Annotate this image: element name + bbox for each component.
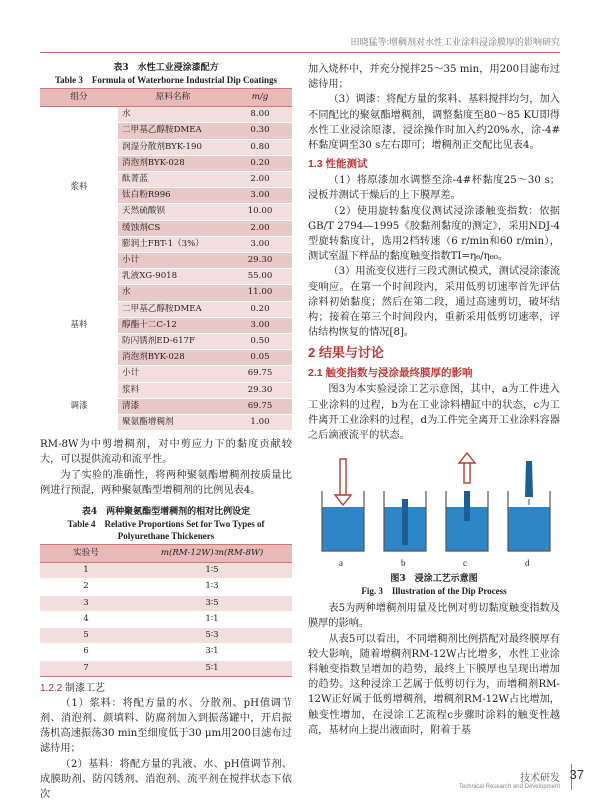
- table3-header-item: 原料名称: [118, 89, 228, 107]
- table4-ratio-cell: 5∶3: [132, 628, 292, 644]
- table3-value-cell: 0.20: [228, 301, 292, 317]
- table4-row: [40, 563, 292, 579]
- table4-id-cell: 1: [40, 563, 132, 579]
- section-2-1-title: 触变指数与浸涂最终膜厚的影响: [325, 367, 473, 380]
- journal-name-en: Technical Research and Development: [458, 784, 560, 790]
- table3-item-cell: 二甲基乙醇胺DMEA: [118, 301, 228, 317]
- header-rule: [40, 52, 560, 53]
- table3-row: [40, 107, 292, 123]
- table4-ratio-cell: 3∶5: [132, 595, 292, 611]
- table3-row: [40, 382, 292, 398]
- table3-item-cell: 消泡剂BYK-028: [118, 155, 228, 171]
- table3-item-cell: 消泡剂BYK-028: [118, 350, 228, 366]
- table3-value-cell: 2.00: [228, 220, 292, 236]
- beaker-b: [384, 491, 426, 551]
- table3-item-cell: 润湿分散剂BYK-190: [118, 139, 228, 155]
- page-number: 37: [569, 767, 584, 782]
- table4-row: [40, 579, 292, 595]
- table4-proportions: [40, 544, 292, 677]
- workpiece-d: [525, 461, 533, 497]
- table4-id-cell: 7: [40, 660, 132, 676]
- table4-ratio-cell: 1∶1: [132, 611, 292, 627]
- table4-header-id: 实验号: [40, 545, 132, 563]
- beaker-d: [508, 461, 550, 551]
- table4-body: [40, 563, 292, 676]
- table3-item-cell: 乳液XG-9018: [118, 269, 228, 285]
- section-1-3-title: 性能测试: [325, 158, 368, 171]
- table4-caption-en-line2: Polyurethane Thickeners: [117, 531, 215, 542]
- table4-row: [40, 660, 292, 676]
- table4-row: [40, 611, 292, 627]
- table3-item-cell: 浆料: [118, 382, 228, 398]
- figure3-intro-paragraph: 图3为本实验浸涂工艺示意图，其中，a为工件进入工业涂料的过程，b为在工业涂料槽缸中的状态，c为工件离开工业涂料的过程，d为工件完全离开工业涂料容器之后滴液流平的状态。: [308, 384, 560, 442]
- running-header: 田晓猛等:增稠剂对水性工业涂料浸涂膜厚的影响研究: [350, 37, 560, 47]
- beaker-a: [322, 459, 364, 551]
- table3-item-cell: 酞菁蓝: [118, 172, 228, 188]
- table3-group-cell: 调漆: [40, 382, 118, 431]
- section-1-2-2-number: 1.2.2: [40, 682, 63, 694]
- arrow-a-shaft: [340, 459, 346, 497]
- figure3-caption-en: Fig. 3 Illustration of the Dip Process: [361, 586, 507, 597]
- table3-item-cell: 水: [118, 107, 228, 123]
- workpiece-b: [402, 499, 408, 545]
- table3-group-cell: 基料: [40, 269, 118, 382]
- table3-value-cell: 69.75: [228, 366, 292, 382]
- table3-value-cell: 2.00: [228, 172, 292, 188]
- test-paragraph-3: （3）用流变仪进行三段式测试模式，测试浸涂漆流变响应。在第一个时间段内，采用低剪切速率首先评估涂料初始黏度；然后在第二段，通过高速剪切，破坏结构；接着在第三个时间段内，重新采用低剪切速率，评估结构恢复的情况[8]。: [308, 266, 560, 339]
- section-2-heading: [308, 344, 560, 362]
- table3-caption-en: Table 3 Formula of Waterborne Industrial Dip Coatings: [54, 75, 278, 85]
- table4-caption-en-line1: Table 4 Relative Proportions Set for Two Types of: [67, 519, 265, 530]
- table3-value-cell: 10.00: [228, 204, 292, 220]
- table4-row: [40, 644, 292, 660]
- table4-id-cell: 6: [40, 644, 132, 660]
- left-paragraph-2: 为了实验的准确性，将两种聚氨酯增稠剂按质量比例进行预混，两种聚氨酯型增稠剂的比例见表4。: [40, 469, 292, 496]
- liquid-a: [322, 507, 364, 551]
- section-2-1-heading: [308, 365, 560, 381]
- table3-value-cell: 3.00: [228, 236, 292, 252]
- table4-caption-cn: 表4 两种聚氨酯型增稠剂的相对比例设定: [81, 507, 251, 518]
- figure3-label-c: c: [463, 558, 467, 569]
- table4-header-ratio: m(RM-12W)∶m(RM-8W): [132, 545, 292, 563]
- section-1-3-heading: [308, 156, 560, 172]
- table3-item-cell: 小计: [118, 366, 228, 382]
- section-2-number: 2: [308, 345, 316, 361]
- table5-discussion-paragraph: 从表5可以看出，不同增稠剂比例搭配对最终膜厚有较大影响，随着增稠剂RM-12W占比增多，水性工业涂料触变指数呈增加的趋势，最终上下膜厚也呈现出增加的趋势。这种浸涂工艺属于低剪切行为，而增稠剂RM-12W正好属于低剪增稠剂，增稠剂RM-12W占比增加，触变性增加，在浸涂工艺流程c步骤时涂料的触变性越高，基材向上提出液面时，附着于基: [308, 633, 560, 736]
- table3-item-cell: 天然硫酸钡: [118, 204, 228, 220]
- table3-value-cell: 1.00: [228, 415, 292, 431]
- table3-row: [40, 269, 292, 285]
- table3-value-cell: 0.80: [228, 139, 292, 155]
- table3-item-cell: 醇酯十二C-12: [118, 317, 228, 333]
- right-paragraph-mixing: （3）调漆：将配方量的浆料、基料搅拌均匀，加入不同配比的聚氨酯增稠剂，调整黏度至80～85 KU即得水性工业浸涂原漆，浸涂操作时加入约20%水，涂-4#杯黏度调至30 s左右即可；增稠剂正交配比见表4。: [308, 94, 560, 152]
- right-column: [308, 62, 560, 738]
- table5-intro-paragraph: 表5为两种增稠剂用量及比例对剪切黏度触变指数及膜厚的影响。: [308, 603, 560, 630]
- table3-value-cell: 0.20: [228, 155, 292, 171]
- table3-value-cell: 3.00: [228, 188, 292, 204]
- table4-id-cell: 2: [40, 579, 132, 595]
- table3-value-cell: 55.00: [228, 269, 292, 285]
- left-paragraph-1: RM-8W为中剪增稠剂，对中剪应力下的黏度贡献较大，可以提供流动和流平性。: [40, 439, 292, 466]
- figure3-label-b: b: [401, 558, 406, 569]
- section-1-2-2-title: 制漆工艺: [65, 682, 106, 694]
- table3-body: [40, 107, 292, 431]
- table4-ratio-cell: 1∶3: [132, 579, 292, 595]
- table4-id-cell: 5: [40, 628, 132, 644]
- journal-name-cn: 技术研发: [520, 773, 560, 784]
- table3-item-cell: 二甲基乙醇胺DMEA: [118, 123, 228, 139]
- test-paragraph-1: （1）将原漆加水调整至涂-4#杯黏度25～30 s；浸板并测试干燥后的上下膜厚差。: [308, 175, 560, 202]
- figure3-graphic: [308, 451, 560, 569]
- table4-row: [40, 628, 292, 644]
- arrow-down-icon: [335, 495, 351, 505]
- liquid-d: [508, 507, 550, 551]
- table3-item-cell: 防闪锈剂ED-617F: [118, 334, 228, 350]
- footer: [458, 767, 584, 790]
- table3-item-cell: 清漆: [118, 398, 228, 414]
- table3-value-cell: 29.30: [228, 253, 292, 269]
- table3-value-cell: 3.00: [228, 317, 292, 333]
- table3-item-cell: 聚氨酯增稠剂: [118, 415, 228, 431]
- section-2-title: 结果与讨论: [318, 345, 384, 361]
- table4-ratio-cell: 5∶1: [132, 660, 292, 676]
- table3-value-cell: 0.30: [228, 123, 292, 139]
- table4-id-cell: 4: [40, 611, 132, 627]
- figure3-dip-process: [308, 451, 560, 569]
- right-paragraph-continued: 加入烧杯中，并充分搅拌25～35 min，用200目滤布过滤待用；: [308, 64, 560, 91]
- table3-item-cell: 缓蚀剂CS: [118, 220, 228, 236]
- table4-row: [40, 595, 292, 611]
- left-column: [40, 62, 292, 802]
- table3-formula: [40, 88, 292, 431]
- section-2-1-number: 2.1: [308, 367, 323, 380]
- table3-value-cell: 29.30: [228, 382, 292, 398]
- table3-caption-cn: 表3 水性工业浸涂漆配方: [113, 63, 219, 73]
- section-1-3-number: 1.3: [308, 158, 323, 171]
- table4-id-cell: 3: [40, 595, 132, 611]
- section-1-2-2-heading: [40, 681, 292, 696]
- section-1-2-2-paragraph-2: （2）基料：将配方量的乳液、水、pH值调节剂、成膜助剂、防闪锈剂、消泡剂、流平剂在搅拌状态下依次: [40, 758, 292, 800]
- table3-value-cell: 0.05: [228, 350, 292, 366]
- test-paragraph-2: （2）使用旋转黏度仪测试浸涂漆触变指数：依据GB/T 2794—1995《胶黏剂黏度的测定》，采用NDJ-4型旋转黏度计，选用2档转速（6 r/min和60 r/min），测试室温下样品的黏度触变指数TI=η₆/η₆₀。: [308, 205, 560, 263]
- table4-ratio-cell: 3∶1: [132, 644, 292, 660]
- figure3-label-a: a: [339, 558, 343, 569]
- figure3-label-d: d: [525, 558, 530, 569]
- workpiece-c: [464, 491, 470, 521]
- table3-value-cell: 8.00: [228, 107, 292, 123]
- table3-item-cell: 小计: [118, 253, 228, 269]
- table3-item-cell: 膨润土FBT-1（3%）: [118, 236, 228, 252]
- table3-value-cell: 11.00: [228, 285, 292, 301]
- table3-value-cell: 69.75: [228, 398, 292, 414]
- section-1-2-2-paragraph-1: （1）浆料：将配方量的水、分散剂、pH值调节剂、消泡剂、颜填料、防腐剂加入到振荡罐中，开启振荡机高速振荡30 min至细度低于30 μm用200目滤布过滤待用；: [40, 697, 292, 755]
- table3-header-mass: m/g: [228, 89, 292, 107]
- table3-value-cell: 0.50: [228, 334, 292, 350]
- arrow-up-icon: [459, 453, 475, 463]
- beaker-c: [446, 453, 488, 551]
- table4-ratio-cell: 1∶5: [132, 563, 292, 579]
- table3-group-cell: 浆料: [40, 107, 118, 269]
- figure3-caption-cn: 图3 浸涂工艺示意图: [390, 574, 478, 585]
- table3-item-cell: 钛白粉R996: [118, 188, 228, 204]
- table3-header-group: 组分: [40, 89, 118, 107]
- table3-item-cell: 水: [118, 285, 228, 301]
